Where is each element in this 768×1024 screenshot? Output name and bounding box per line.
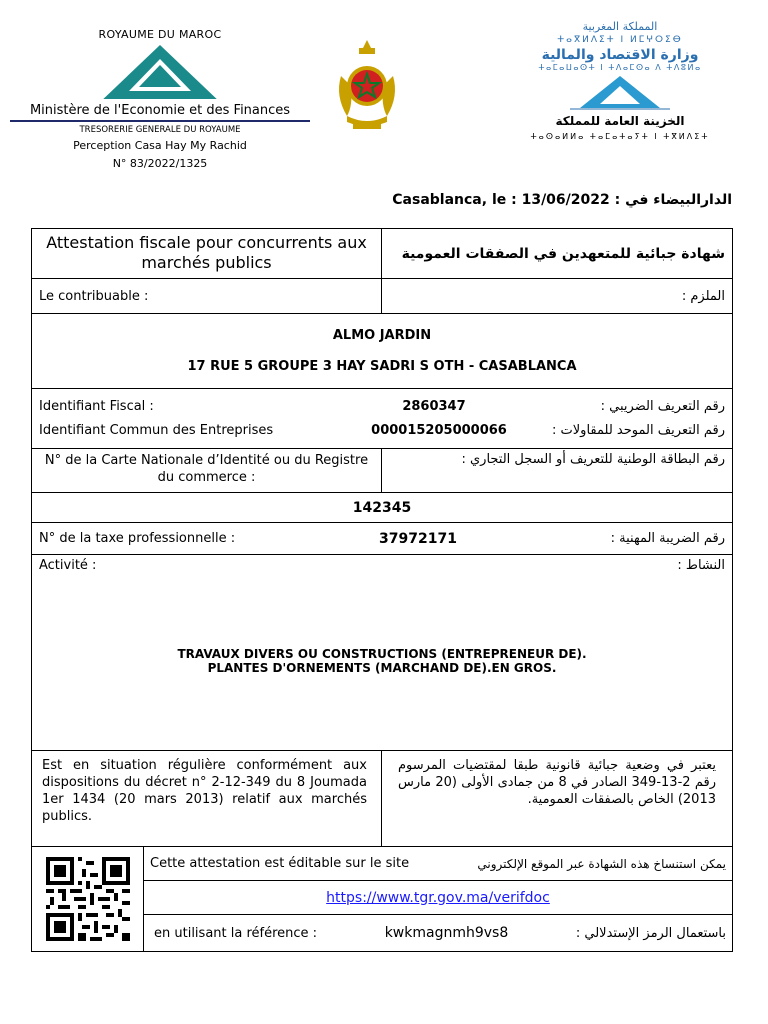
- tp-row: [32, 523, 732, 555]
- tifinagh-ministry-label: ⵜⴰⵎⴰⵡⴰⵙⵜ ⵏ ⵜⴷⴰⵎⵙⴰ ⴷ ⵜⴷⵓⵍⴰ: [538, 63, 702, 72]
- ice-value: 000015205000066: [371, 423, 507, 438]
- ref-label-ar: باستعمال الرمز الإستدلالي :: [575, 925, 726, 941]
- if-label-ar: رقم التعريف الضريبي :: [600, 399, 725, 414]
- title-fr: Attestation fiscale pour concurrents aux marchés publics: [32, 229, 382, 278]
- attestation-table: [31, 228, 733, 952]
- verification-row: [32, 847, 732, 951]
- tp-value: 37972171: [379, 530, 457, 547]
- royal-emblem-icon: [333, 36, 401, 132]
- tifinagh-kingdom-label: ⵜⴰⴳⵍⴷⵉⵜ ⵏ ⵍⵎⵖⵔⵉⴱ: [557, 35, 683, 45]
- title-row: [32, 229, 732, 279]
- ref-value: kwkmagnmh9vs8: [384, 925, 509, 941]
- regularity-row: [32, 751, 732, 847]
- ice-label-fr: Identifiant Commun des Entreprises: [39, 423, 274, 438]
- if-label-fr: Identifiant Fiscal :: [39, 399, 154, 414]
- if-value: 2860347: [402, 399, 466, 414]
- company-row: [32, 314, 732, 389]
- cni-value-row: [32, 493, 732, 523]
- regularity-fr: Est en situation régulière conformément aux dispositions du décret n° 2-12-349 du 8 Joumada 1er 1434 (20 mars 2013) relatif aux marchés publics.: [32, 751, 382, 846]
- activity-header: [39, 558, 725, 573]
- cni-label-ar: رقم البطاقة الوطنية للتعريف أو السجل التجاري :: [461, 452, 725, 467]
- treasury-logo-icon: [570, 74, 670, 110]
- treasury-label: TRESORERIE GENERALE DU ROYAUME: [79, 125, 241, 135]
- ar-kingdom-label: المملكة المغربية: [582, 20, 658, 33]
- regularity-ar: يعتبر في وضعية جبائية قانونية طبقا لمقتضيات المرسوم رقم 2-13-349 الصادر في 8 من جمادى الأولى (20 مارس 2013) الخاص بالصفقات العمومية.: [398, 758, 716, 807]
- title-ar: شهادة جبائية للمتعهدين في الصفقات العمومية: [401, 245, 725, 262]
- kingdom-label: ROYAUME DU MAROC: [98, 28, 222, 41]
- qr-code-icon: [32, 847, 144, 951]
- editable-fr: Cette attestation est éditable sur le site: [150, 856, 410, 871]
- ice-line: [39, 419, 725, 443]
- verification-body: [144, 847, 732, 951]
- company-address: 17 RUE 5 GROUPE 3 HAY SADRI S OTH - CASABLANCA: [187, 359, 577, 374]
- ar-ministry-label: وزارة الاقتصاد والمالية: [541, 47, 699, 63]
- ref-label-fr: en utilisant la référence :: [154, 925, 318, 941]
- identifiers-row: [32, 389, 732, 449]
- if-line: [39, 395, 725, 419]
- tifinagh-treasury-label: ⵜⴰⵙⴰⵍⵍⴰ ⵜⴰⵎⴰⵜⴰⵢⵜ ⵏ ⵜⴳⵍⴷⵉⵜ: [530, 132, 710, 141]
- reference-line: [144, 915, 732, 951]
- cni-row: [32, 449, 732, 493]
- tp-label-ar: رقم الضريبة المهنية :: [610, 531, 725, 546]
- ar-treasury-label: الخزينة العامة للمملكة: [555, 114, 685, 128]
- header-rule: [10, 120, 310, 122]
- header-left: [10, 28, 310, 170]
- header-right: [500, 20, 740, 141]
- url-line: [144, 881, 732, 915]
- editable-ar: يمكن استنساخ هذه الشهادة عبر الموقع الإلكتروني: [477, 856, 726, 871]
- activity-line-2: PLANTES D'ORNEMENTS (MARCHAND DE).EN GROS.: [207, 661, 557, 675]
- ice-label-ar: رقم التعريف الموحد للمقاولات :: [552, 423, 725, 438]
- date-line: Casablanca, le : 13/06/2022 : الدارالبيضاء في: [392, 192, 732, 208]
- editable-line: [144, 847, 732, 881]
- company-name: ALMO JARDIN: [332, 328, 432, 343]
- ministry-label: Ministère de l'Economie et des Finances: [29, 103, 291, 118]
- contribuable-row: [32, 279, 732, 314]
- contribuable-ar: الملزم :: [681, 288, 725, 304]
- cni-value: 142345: [352, 499, 412, 516]
- perception-label: Perception Casa Hay My Rachid: [73, 139, 247, 152]
- tp-label-fr: N° de la taxe professionnelle :: [39, 531, 236, 546]
- reference-number: N° 83/2022/1325: [112, 157, 208, 170]
- ministry-logo-icon: [95, 43, 225, 105]
- verification-link[interactable]: https://www.tgr.gov.ma/verifdoc: [326, 889, 550, 906]
- cni-label-fr: N° de la Carte Nationale d’Identité ou du Registre du commerce :: [32, 449, 382, 492]
- activity-line-1: TRAVAUX DIVERS OU CONSTRUCTIONS (ENTREPRENEUR DE).: [177, 647, 587, 661]
- contribuable-fr: Le contribuable :: [32, 279, 382, 313]
- activity-row: [32, 555, 732, 751]
- activity-label-ar: النشاط :: [677, 558, 725, 573]
- activity-label-fr: Activité :: [39, 558, 97, 573]
